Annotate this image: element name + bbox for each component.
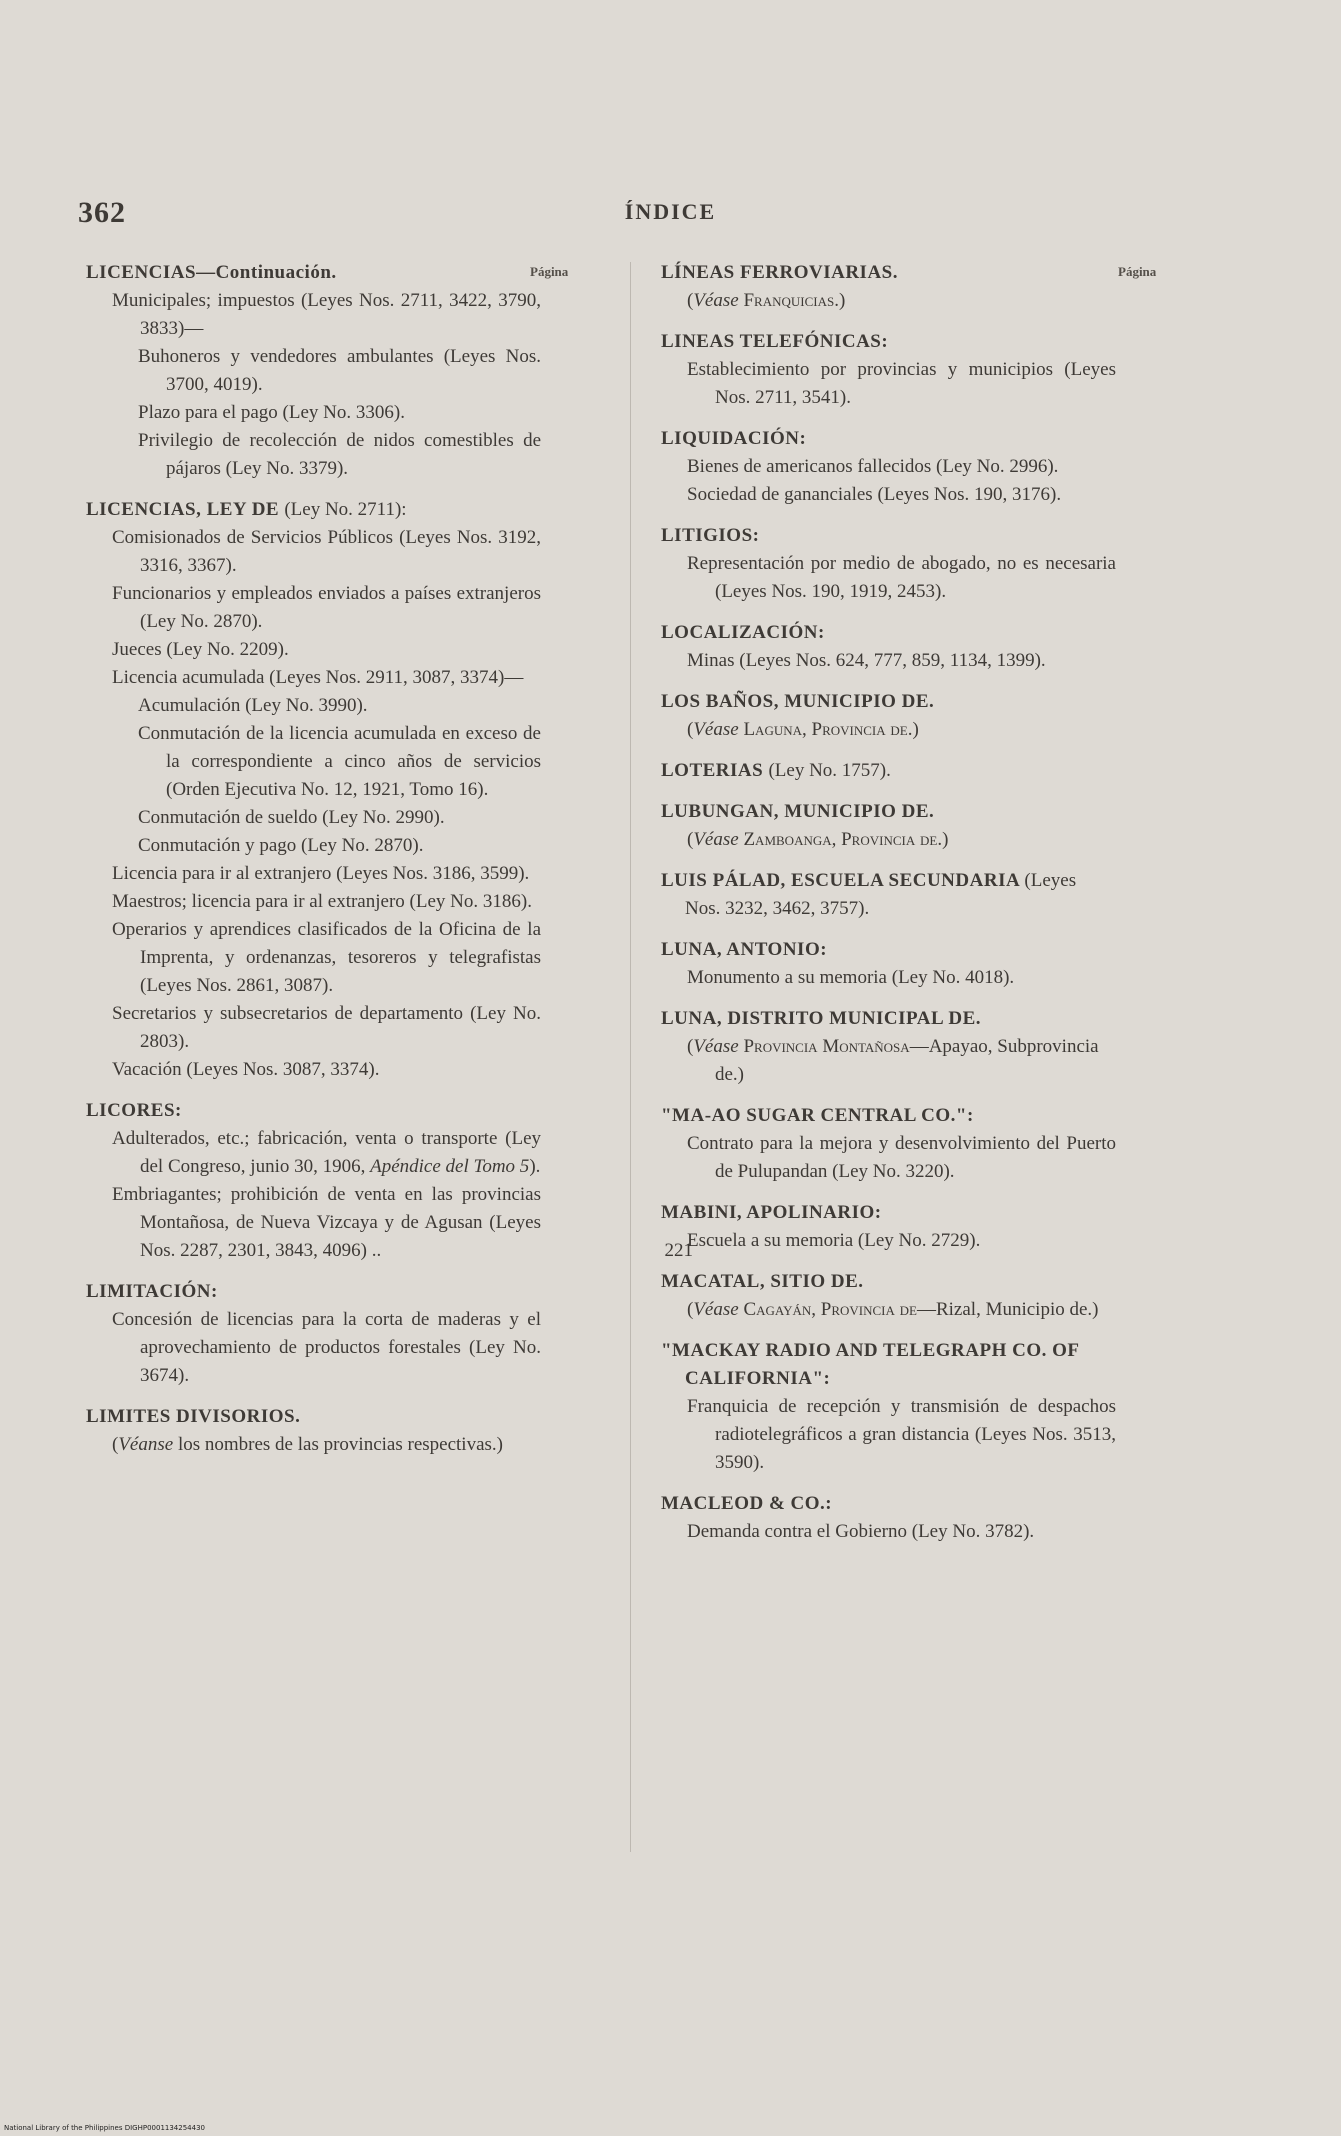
entry-heading: LIMITES DIVISORIOS. [86, 1406, 301, 1427]
see-reference: (Véase Laguna, Provincia de.) [687, 719, 919, 740]
index-entry-litigios [661, 522, 1116, 606]
entry-subitem: Comisionados de Servicios Públicos (Leyes Nos. 3192, 3316, 3367). [112, 527, 541, 576]
index-entry-limites [86, 1403, 541, 1459]
pagina-label-left: Página [530, 264, 569, 279]
entry-subsubitem: Privilegio de recolección de nidos comestibles de pájaros (Ley No. 3379). [138, 430, 541, 479]
heading-text: LOTERIAS [661, 760, 764, 781]
entry-heading: MACLEOD & CO.: [661, 1493, 833, 1514]
see-reference: (Véase Franquicias.) [687, 290, 846, 311]
entry-subitem: Maestros; licencia para ir al extranjero (Ley No. 3186). [112, 891, 532, 912]
running-head: ÍNDICE [624, 199, 717, 224]
subitem-text: ). [529, 1156, 541, 1177]
see-target: Cagayán, Provincia de [743, 1299, 917, 1320]
see-target: los nombres de las provincias respectivas.) [173, 1434, 503, 1455]
index-entry-lubungan [661, 798, 1116, 854]
entry-subitem [86, 1125, 541, 1181]
index-entry-luis-palad [661, 867, 1116, 923]
entry-subitem: Operarios y aprendices clasificados de la Oficina de la Imprenta, y ordenanzas, tesoreros y telegrafistas (Leyes Nos. 2861, 3087). [112, 919, 541, 996]
entry-heading: LICENCIAS—Continuación. [86, 262, 337, 283]
entry-heading: LUBUNGAN, MUNICIPIO DE. [661, 801, 935, 822]
entry-subitem: Vacación (Leyes Nos. 3087, 3374). [112, 1059, 380, 1080]
entry-subitem: Establecimiento por provincias y municipios (Leyes Nos. 2711, 3541). [687, 359, 1116, 408]
index-entry-luna-antonio [661, 936, 1116, 992]
entry-heading: "MA-AO SUGAR CENTRAL CO.": [661, 1105, 974, 1126]
index-entry-macleod [661, 1490, 1116, 1546]
index-entry-licencias-cont [86, 259, 541, 483]
see-target: Zamboanga, Provincia de. [743, 829, 943, 850]
see-target: Laguna, Provincia de. [743, 719, 913, 740]
entry-heading: LUNA, ANTONIO: [661, 939, 828, 960]
entry-subitem: Monumento a su memoria (Ley No. 4018). [687, 967, 1015, 988]
entry-heading: LICORES: [86, 1100, 182, 1121]
entry-subitem: Jueces (Ley No. 2209). [112, 639, 289, 660]
heading-note: (Ley No. 1757). [768, 760, 891, 781]
entry-heading: LOS BAÑOS, MUNICIPIO DE. [661, 691, 935, 712]
entry-subitem: Licencia para ir al extranjero (Leyes Nos. 3186, 3599). [112, 863, 530, 884]
index-entry-liquidacion [661, 425, 1116, 509]
see-word: Véase [693, 1299, 739, 1320]
entry-heading [661, 867, 1116, 923]
entry-subitem: Sociedad de gananciales (Leyes Nos. 190, 3176). [687, 484, 1062, 505]
index-entry-lineas-ferroviarias [661, 259, 1116, 315]
subitem-text: Embriagantes; prohibición de venta en las provincias Montañosa, de Nueva Vizcaya y de Agusan (Leyes Nos. 2287, 2301, 3843, 4096) .. [112, 1184, 541, 1261]
entry-subitem: Municipales; impuestos (Leyes Nos. 2711, 3422, 3790, 3833)— [112, 290, 541, 339]
index-entry-loterias [661, 757, 1116, 785]
heading-text: LICENCIAS, LEY DE [86, 499, 280, 520]
entry-heading [661, 757, 1116, 785]
index-entry-ma-ao [661, 1102, 1116, 1186]
entry-heading: LINEAS TELEFÓNICAS: [661, 331, 889, 352]
entry-heading: LUNA, DISTRITO MUNICIPAL DE. [661, 1008, 981, 1029]
entry-subitem: Franquicia de recepción y transmisión de despachos radiotelegráficos a gran distancia (Leyes Nos. 3513, 3590). [687, 1396, 1116, 1473]
index-entry-localizacion [661, 619, 1116, 675]
heading-text: LUIS PÁLAD, ESCUELA SECUNDARIA [661, 870, 1020, 891]
see-target-rest: —Rizal, Municipio de.) [916, 1299, 1099, 1320]
entry-heading: MABINI, APOLINARIO: [661, 1202, 882, 1223]
entry-heading: LIQUIDACIÓN: [661, 428, 807, 449]
pagina-label-right: Página [1118, 264, 1157, 279]
see-reference: (Véanse los nombres de las provincias respectivas.) [112, 1434, 503, 1455]
entry-subitem: Contrato para la mejora y desenvolvimiento del Puerto de Pulupandan (Ley No. 3220). [687, 1133, 1116, 1182]
see-reference: (Véase Cagayán, Provincia de—Rizal, Municipio de.) [687, 1299, 1099, 1320]
see-word: Véase [693, 290, 739, 311]
entry-subitem: Representación por medio de abogado, no es necesaria (Leyes Nos. 190, 1919, 2453). [687, 553, 1116, 602]
page-number: 362 [78, 196, 126, 229]
entry-heading: MACATAL, SITIO DE. [661, 1271, 864, 1292]
index-entry-luna-distrito [661, 1005, 1116, 1089]
see-word: Véase [693, 719, 739, 740]
index-entry-lineas-telefonicas [661, 328, 1116, 412]
index-entry-los-banos [661, 688, 1116, 744]
entry-subitem: Escuela a su memoria (Ley No. 2729). [687, 1230, 981, 1251]
index-entry-macatal [661, 1268, 1116, 1324]
see-target: Provincia Montañosa [743, 1036, 910, 1057]
index-entry-mackay [661, 1337, 1116, 1477]
scan-footer: National Library of the Philippines DIGHP0001134254430 [4, 2124, 205, 2132]
right-column [661, 259, 1116, 1559]
index-entry-limitacion [86, 1278, 541, 1390]
entry-heading [86, 496, 541, 524]
see-word: Véase [693, 1036, 739, 1057]
see-reference: (Véase Zamboanga, Provincia de.) [687, 829, 949, 850]
entry-subitem: Bienes de americanos fallecidos (Ley No. 2996). [687, 456, 1059, 477]
entry-heading: LOCALIZACIÓN: [661, 622, 825, 643]
entry-heading: LITIGIOS: [661, 525, 760, 546]
heading-note: (Ley No. 2711): [284, 499, 407, 520]
entry-subsubitem: Conmutación y pago (Ley No. 2870). [138, 835, 424, 856]
entry-subitem: Secretarios y subsecretarios de departamento (Ley No. 2803). [112, 1003, 541, 1052]
entry-subsubitem: Conmutación de sueldo (Ley No. 2990). [138, 807, 445, 828]
entry-heading: "MACKAY RADIO AND TELEGRAPH CO. OF CALIFORNIA": [661, 1340, 1079, 1389]
entry-subitem: Licencia acumulada (Leyes Nos. 2911, 3087, 3374)— [112, 667, 524, 688]
column-rule [630, 262, 631, 1852]
see-word: Véanse [118, 1434, 174, 1455]
entry-subsubitem: Conmutación de la licencia acumulada en exceso de la correspondiente a cinco años de servicios (Orden Ejecutiva No. 12, 1921, Tomo 16). [138, 723, 541, 800]
entry-subsubitem: Buhoneros y vendedores ambulantes (Leyes Nos. 3700, 4019). [138, 346, 541, 395]
entry-heading: LÍNEAS FERROVIARIAS. [661, 262, 898, 283]
entry-heading: LIMITACIÓN: [86, 1281, 218, 1302]
see-target: Franquicias. [743, 290, 839, 311]
index-entry-licencias-ley [86, 496, 541, 1084]
entry-subitem: Concesión de licencias para la corta de maderas y el aprovechamiento de productos forestales (Ley No. 3674). [112, 1309, 541, 1386]
subitem-text: Adulterados, etc.; fabricación, venta o transporte (Ley del Congreso, junio 30, 1906, [112, 1128, 541, 1177]
entry-subitem: Demanda contra el Gobierno (Ley No. 3782). [687, 1521, 1035, 1542]
entry-subsubitem: Plazo para el pago (Ley No. 3306). [138, 402, 405, 423]
heading-note: (Leyes Nos. 3232, 3462, 3757). [685, 870, 1077, 919]
index-entry-licores [86, 1097, 693, 1265]
see-reference: (Véase Provincia Montañosa—Apayao, Subprovincia de.) [687, 1036, 1099, 1085]
index-entry-mabini [661, 1199, 1116, 1255]
see-word: Véase [693, 829, 739, 850]
entry-subsubitem: Acumulación (Ley No. 3990). [138, 695, 368, 716]
page-reference: 221 [664, 1240, 693, 1261]
entry-subitem [86, 1181, 693, 1265]
see-target-rest: —Apayao, Subprovincia de.) [715, 1036, 1099, 1085]
entry-subitem: Funcionarios y empleados enviados a países extranjeros (Ley No. 2870). [112, 583, 541, 632]
entry-subitem: Minas (Leyes Nos. 624, 777, 859, 1134, 1399). [687, 650, 1046, 671]
subitem-italic: Apéndice del Tomo 5 [370, 1156, 530, 1177]
